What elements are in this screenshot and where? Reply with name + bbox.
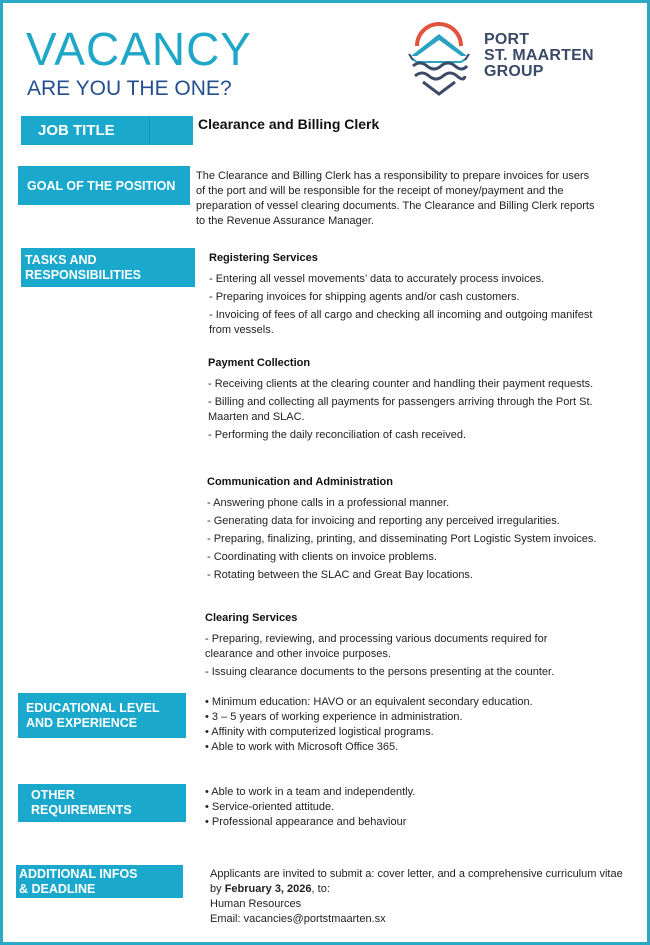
education-label — [18, 693, 186, 738]
label-divider — [149, 116, 150, 145]
additional-info-label — [16, 865, 183, 898]
email-address[interactable]: vacancies@portstmaarten.sx — [243, 913, 386, 925]
job-title-label — [21, 116, 193, 145]
deadline-prefix: by — [210, 883, 225, 895]
list-item: • 3 – 5 years of working experience in administration. — [205, 711, 463, 723]
other-label-line2: REQUIREMENTS — [31, 803, 132, 817]
list-item: - Answering phone calls in a professional manner. — [207, 497, 450, 509]
list-item: • Professional appearance and behaviour — [205, 816, 407, 828]
goal-label — [18, 166, 190, 205]
list-item: - Billing and collecting all payments for passengers arriving through the Port St. Maarten and SLAC. — [208, 396, 593, 423]
education-list — [205, 695, 605, 755]
logo-line-1: PORT — [484, 31, 530, 48]
additional-info-text — [210, 867, 640, 927]
list-item: - Receiving clients at the clearing counter and handling their payment requests. — [208, 378, 594, 390]
additional-label-line1: ADDITIONAL INFOS — [19, 866, 138, 881]
tasks-section-registering — [209, 251, 599, 341]
tasks-section-communication — [207, 475, 597, 586]
tasks-section-payment — [208, 356, 598, 446]
list-item: - Preparing, reviewing, and processing various documents required for clearance and other invoice purposes. — [205, 633, 548, 660]
section-heading: Payment Collection — [208, 357, 311, 369]
list-item: - Rotating between the SLAC and Great Bay locations. — [207, 569, 473, 581]
list-item: - Issuing clearance documents to the persons presenting at the counter. — [205, 666, 555, 678]
education-label-line1: EDUCATIONAL LEVEL — [26, 700, 160, 715]
list-item: - Coordinating with clients on invoice problems. — [207, 551, 437, 563]
deadline-suffix: , to: — [311, 883, 330, 895]
goal-text: The Clearance and Billing Clerk has a responsibility to prepare invoices for users of the port and will be responsible for the receipt of money/payment and the preparation of vessel clearing documents. The Clearance and Billing Clerk reports to the Revenue Assurance Manager. — [196, 170, 595, 227]
list-item: - Preparing, finalizing, printing, and disseminating Port Logistic System invoices. — [207, 533, 597, 545]
email-line — [210, 912, 640, 927]
page-subtitle: ARE YOU THE ONE? — [27, 77, 232, 100]
other-requirements-label — [18, 784, 186, 822]
other-requirements-list — [205, 785, 605, 830]
logo-line-2: ST. MAARTEN — [484, 47, 594, 64]
tasks-label-line2: RESPONSIBILITIES — [25, 267, 141, 282]
department: Human Resources — [210, 898, 302, 910]
deadline-date: February 3, 2026 — [224, 883, 312, 895]
section-heading: Clearing Services — [205, 612, 298, 624]
list-item: • Service-oriented attitude. — [205, 801, 335, 813]
list-item: • Able to work in a team and independently. — [205, 786, 416, 798]
tasks-label-line1: TASKS AND — [25, 252, 97, 267]
education-label-line2: AND EXPERIENCE — [26, 715, 138, 730]
application-intro: Applicants are invited to submit a: cover letter, and a comprehensive curriculum vitae — [210, 868, 623, 880]
list-item: • Able to work with Microsoft Office 365. — [205, 741, 399, 753]
other-label-line1: OTHER — [31, 788, 75, 802]
list-item: - Preparing invoices for shipping agents and/or cash customers. — [209, 291, 520, 303]
company-name — [484, 32, 594, 80]
page-title: VACANCY — [26, 23, 252, 75]
section-heading: Registering Services — [209, 252, 318, 264]
list-item: - Invoicing of fees of all cargo and checking all incoming and outgoing manifest from vessels. — [209, 309, 593, 336]
list-item: • Affinity with computerized logistical programs. — [205, 726, 434, 738]
tasks-section-clearing — [205, 611, 595, 683]
deadline-line — [210, 882, 640, 897]
additional-label-line2: & DEADLINE — [19, 881, 96, 896]
email-label: Email: — [210, 913, 244, 925]
list-item: - Performing the daily reconciliation of cash received. — [208, 429, 467, 441]
list-item: - Generating data for invoicing and reporting any perceived irregularities. — [207, 515, 560, 527]
job-title-value: Clearance and Billing Clerk — [198, 116, 380, 132]
tasks-label — [21, 248, 195, 287]
list-item: - Entering all vessel movements’ data to accurately process invoices. — [209, 273, 545, 285]
section-heading: Communication and Administration — [207, 476, 393, 488]
list-item: • Minimum education: HAVO or an equivalent secondary education. — [205, 696, 533, 708]
job-title-label-text: JOB TITLE — [38, 121, 115, 139]
goal-label-text: GOAL OF THE POSITION — [27, 178, 176, 193]
logo-line-3: GROUP — [484, 63, 544, 80]
